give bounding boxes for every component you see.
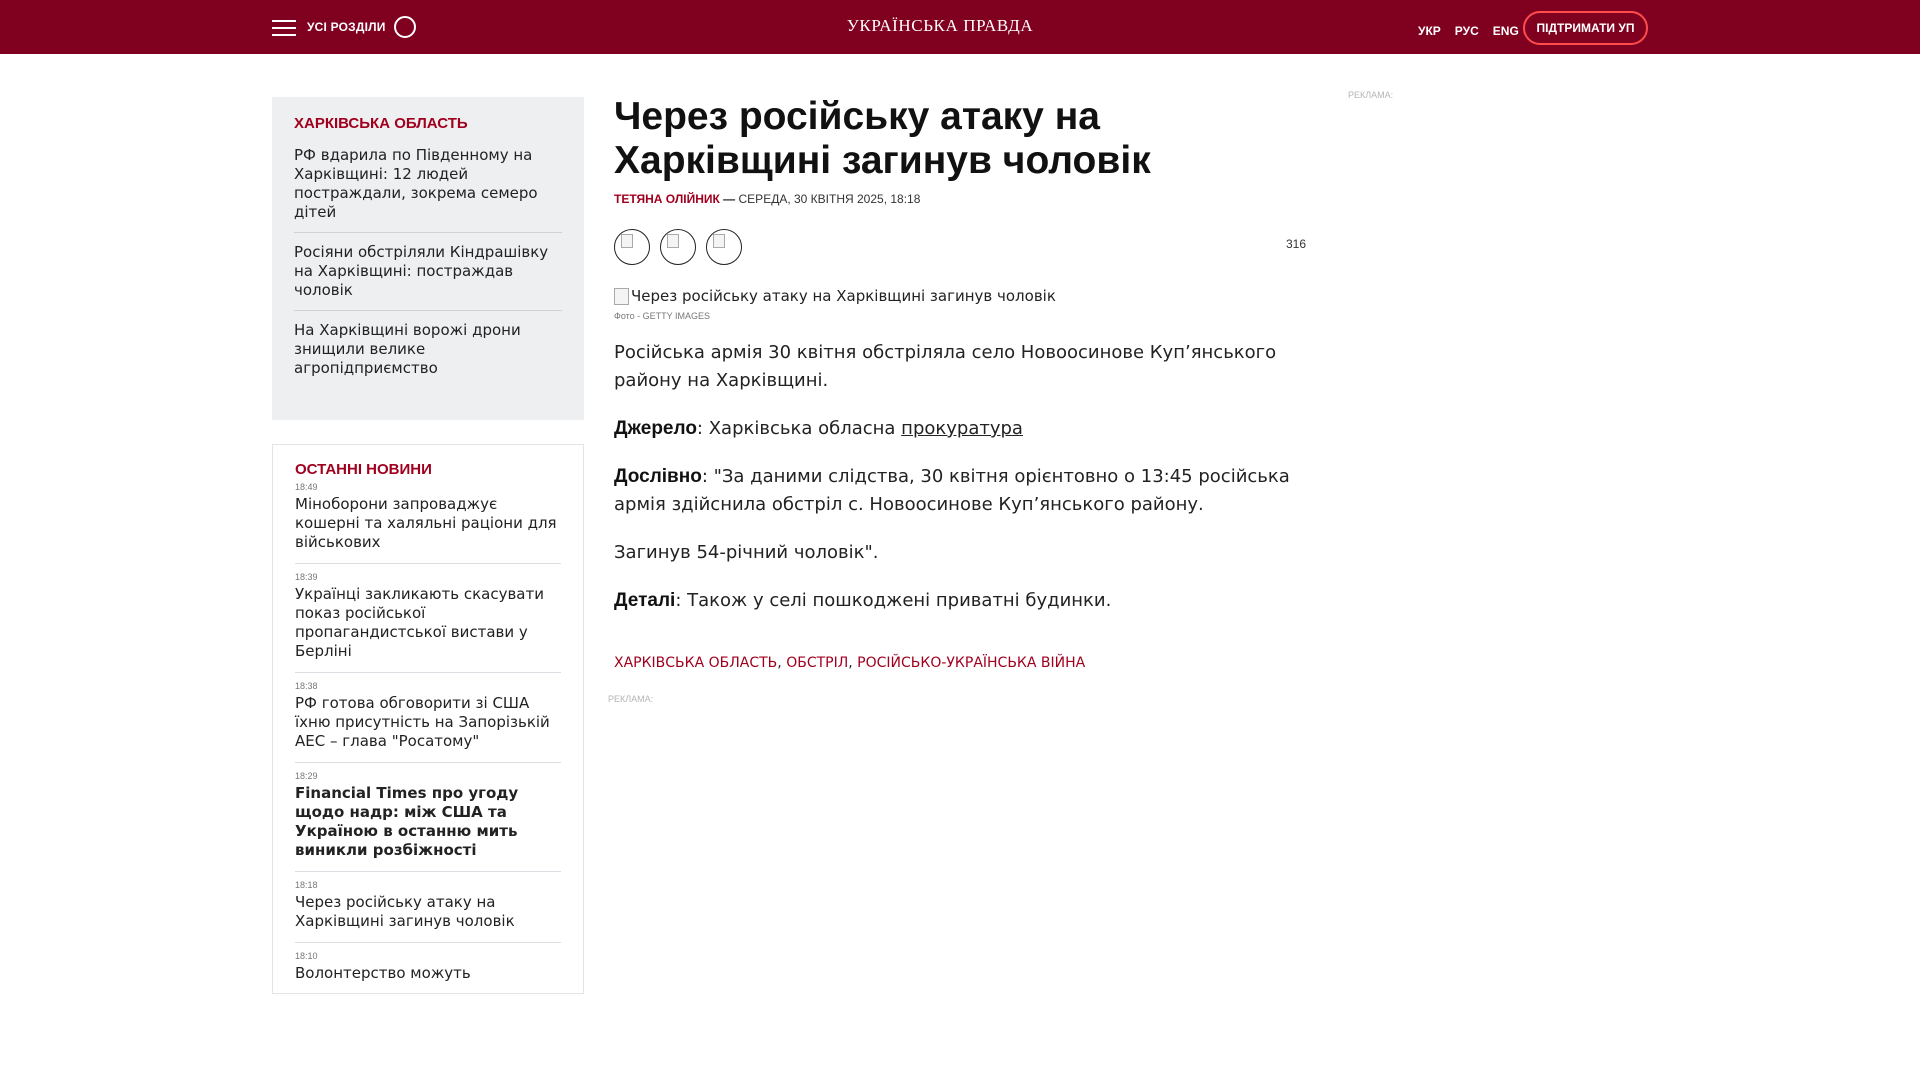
tag-link[interactable]: ОБСТРІЛ bbox=[786, 655, 849, 671]
hamburger-menu-icon[interactable] bbox=[272, 20, 296, 36]
support-button[interactable]: ПІДТРИМАТИ УП bbox=[1523, 11, 1648, 45]
photo-alt-text: Через російську атаку на Харківщині загинув чоловік bbox=[631, 287, 1056, 305]
share-row bbox=[614, 229, 1306, 265]
share-twitter-icon[interactable] bbox=[660, 229, 696, 265]
news-title[interactable]: Волонтерство можуть bbox=[295, 964, 471, 982]
news-title[interactable]: РФ готова обговорити зі США їхню присутність на Запорізькій АЕС – глава "Росатому" bbox=[295, 694, 550, 750]
article-tags bbox=[614, 655, 1306, 671]
ad-label-bottom: РЕКЛАМА: bbox=[608, 694, 654, 704]
article-photo bbox=[614, 287, 1306, 305]
news-time: 18:39 bbox=[295, 572, 318, 582]
tag-separator: , bbox=[777, 655, 782, 671]
article-quote-continued: Загинув 54-річний чоловік". bbox=[614, 542, 879, 563]
article bbox=[614, 95, 1306, 671]
source-label: Джерело bbox=[614, 418, 697, 439]
lang-rus[interactable]: РУС bbox=[1454, 24, 1479, 38]
article-lead: Російська армія 30 квітня обстріляла село Новоосинове Куп’янського району на Харківщині. bbox=[614, 342, 1277, 391]
lang-eng[interactable]: ENG bbox=[1492, 24, 1519, 38]
region-box-title[interactable]: ХАРКІВСЬКА ОБЛАСТЬ bbox=[294, 115, 468, 132]
region-news-item[interactable]: Росіяни обстріляли Кіндрашівку на Харківщині: постраждав чоловік bbox=[294, 243, 562, 311]
region-news-item[interactable]: На Харківщині ворожі дрони знищили велике агропідприємство bbox=[294, 321, 521, 377]
tag-link[interactable]: РОСІЙСЬКО-УКРАЇНСЬКА ВІЙНА bbox=[857, 655, 1086, 671]
region-news-item[interactable]: РФ вдарила по Південному на Харківщині: 12 людей постраждали, зокрема семеро дітей bbox=[294, 146, 562, 233]
news-title[interactable]: Українці закликають скасувати показ російської пропагандистської вистави у Берліні bbox=[295, 585, 544, 660]
news-time: 18:29 bbox=[295, 771, 318, 781]
lang-ukr[interactable]: УКР bbox=[1418, 24, 1441, 38]
byline-dash: — bbox=[723, 192, 736, 206]
article-headline: Через російську атаку на Харківщині загинув чоловік bbox=[614, 95, 1151, 182]
region-news-box bbox=[272, 97, 584, 420]
views-count: 316 bbox=[1285, 237, 1306, 251]
news-title[interactable]: Financial Times про угоду щодо надр: між США та Україною в останню мить виникли розбіжності bbox=[295, 784, 519, 859]
latest-news-item[interactable] bbox=[295, 482, 561, 564]
source-text: : Харківська обласна bbox=[696, 418, 902, 439]
news-time: 18:49 bbox=[295, 482, 318, 492]
article-source bbox=[614, 415, 1306, 443]
details-label: Деталі bbox=[614, 590, 676, 611]
language-switcher bbox=[1418, 20, 1533, 39]
author-link[interactable]: ТЕТЯНА ОЛІЙНИК bbox=[614, 192, 720, 206]
publish-date: СЕРЕДА, 30 КВІТНЯ 2025, 18:18 bbox=[738, 192, 921, 206]
all-sections-link[interactable]: УСІ РОЗДІЛИ bbox=[307, 20, 386, 34]
latest-news-item[interactable] bbox=[295, 951, 561, 994]
details-text: : Також у селі пошкоджені приватні будинки. bbox=[675, 590, 1112, 611]
top-navigation-bar bbox=[0, 0, 1920, 54]
news-time: 18:10 bbox=[295, 951, 318, 961]
tag-link[interactable]: ХАРКІВСЬКА ОБЛАСТЬ bbox=[614, 655, 778, 671]
article-quote bbox=[614, 463, 1306, 519]
latest-news-title[interactable]: ОСТАННІ НОВИНИ bbox=[295, 461, 432, 478]
news-title[interactable]: Міноборони запроваджує кошерні та халяльні раціони для військових bbox=[295, 495, 557, 551]
quote-label: Дослівно bbox=[614, 466, 702, 487]
source-link[interactable]: прокуратура bbox=[901, 418, 1023, 439]
search-icon[interactable] bbox=[394, 16, 416, 38]
news-title[interactable]: Через російську атаку на Харківщині загинув чоловік bbox=[295, 893, 515, 930]
photo-credit: Фото - GETTY IMAGES bbox=[614, 311, 711, 321]
share-telegram-icon[interactable] bbox=[706, 229, 742, 265]
site-logo[interactable]: УКРАЇНСЬКА ПРАВДА bbox=[846, 16, 1034, 35]
latest-news-item[interactable] bbox=[295, 681, 561, 763]
latest-news-item[interactable] bbox=[295, 572, 561, 673]
ad-label-right: РЕКЛАМА: bbox=[1348, 90, 1394, 100]
broken-image-icon bbox=[614, 288, 629, 305]
quote-text: : "За даними слідства, 30 квітня орієнтовно о 13:45 російська армія здійснила обстріл с. Новоосинове Куп’янського району. bbox=[614, 466, 1290, 515]
article-details bbox=[614, 587, 1306, 615]
byline bbox=[614, 192, 1306, 206]
tag-separator: , bbox=[848, 655, 853, 671]
share-facebook-icon[interactable] bbox=[614, 229, 650, 265]
latest-news-item[interactable] bbox=[295, 880, 561, 943]
news-time: 18:18 bbox=[295, 880, 318, 890]
latest-news-item[interactable] bbox=[295, 771, 561, 872]
news-time: 18:38 bbox=[295, 681, 318, 691]
latest-news-box bbox=[272, 444, 584, 994]
